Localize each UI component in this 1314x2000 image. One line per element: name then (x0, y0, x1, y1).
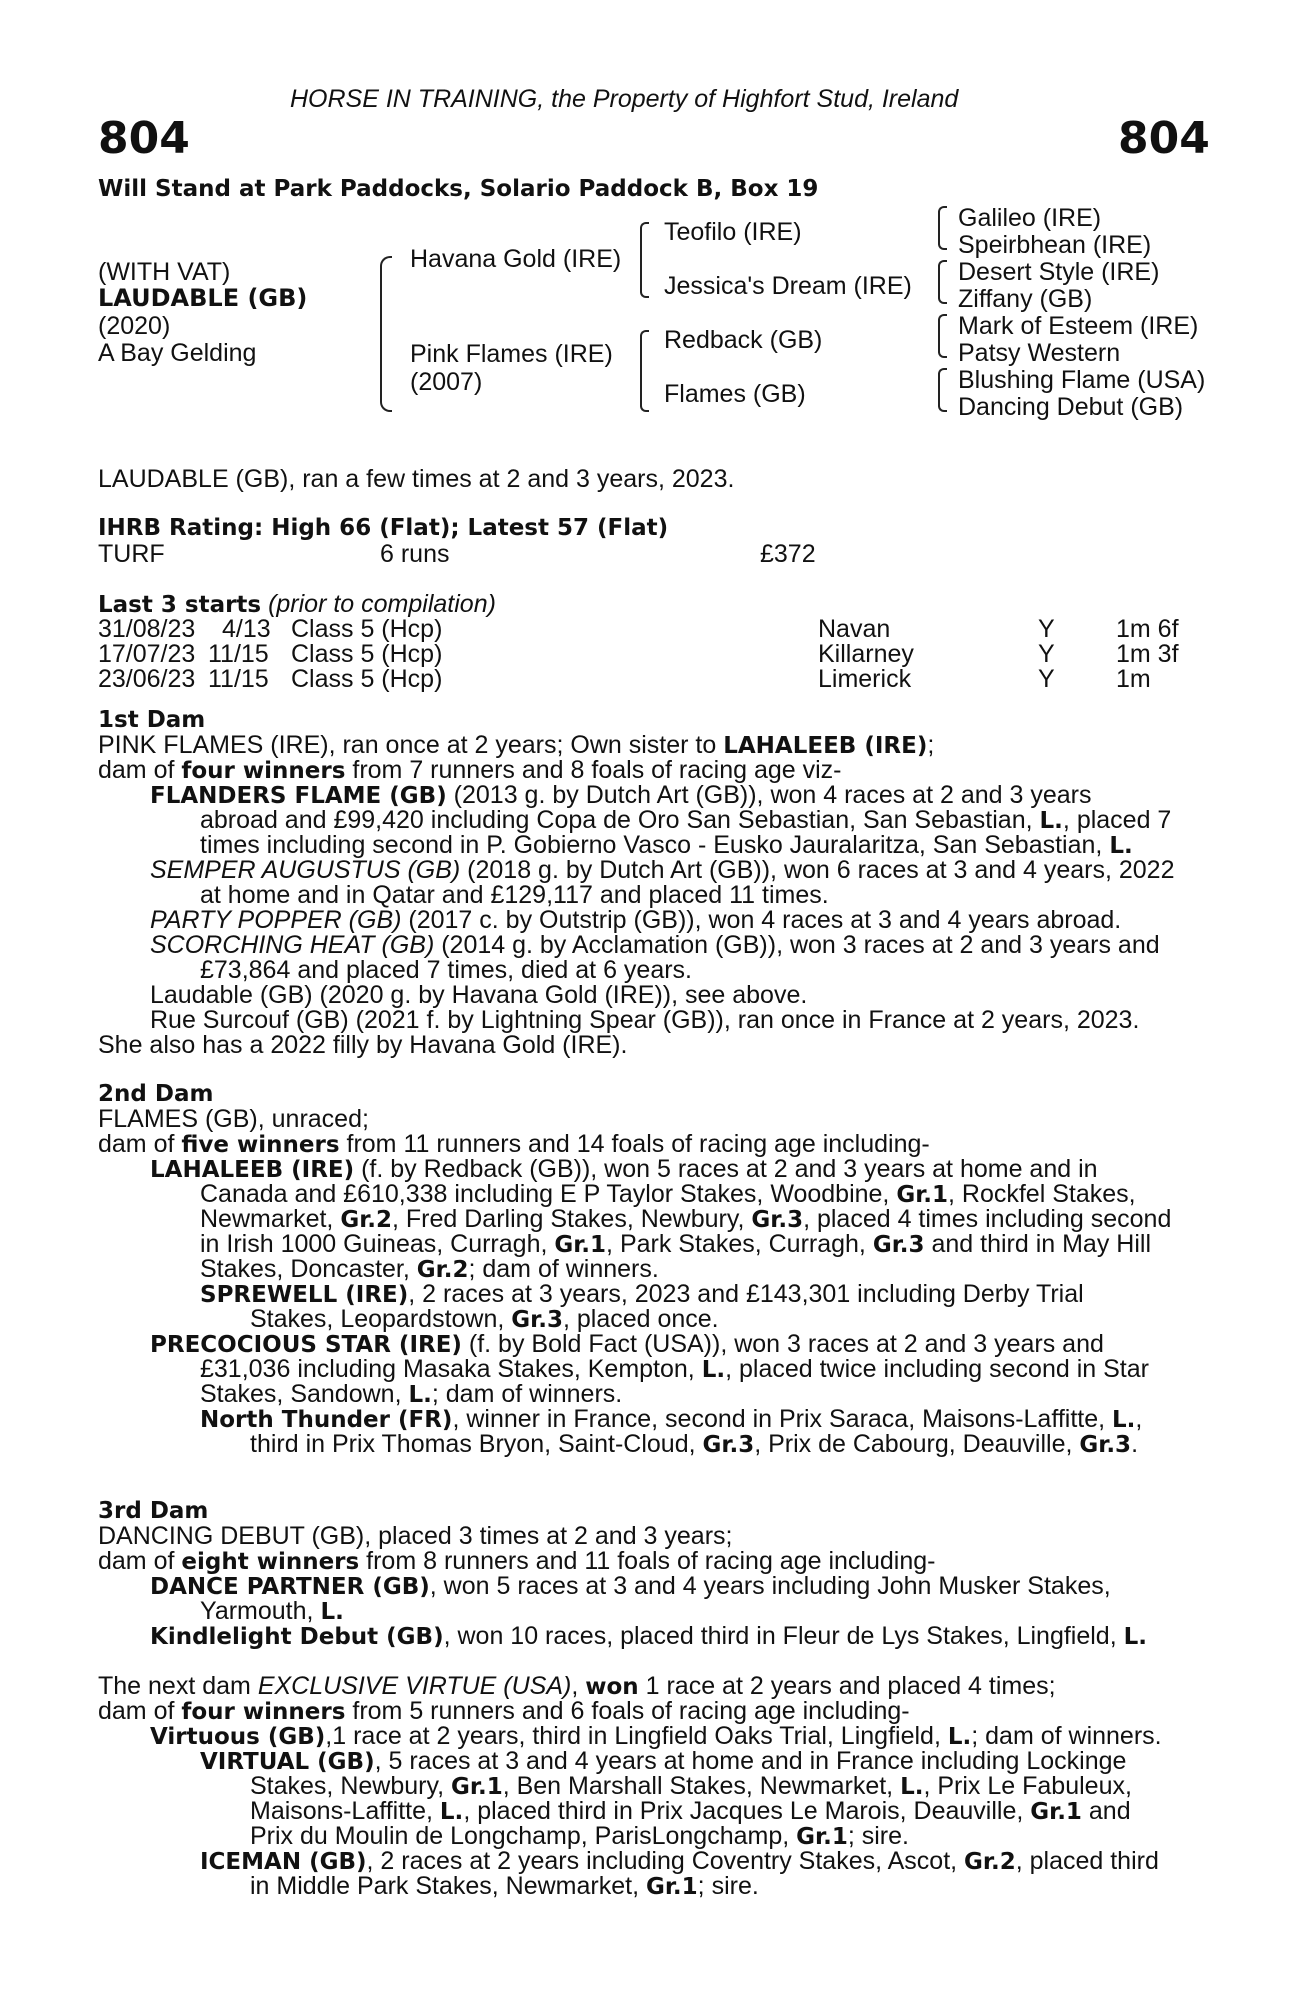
pedigree-dss: Mark of Esteem (IRE) (958, 312, 1199, 340)
first-dam-heading: 1st Dam (98, 707, 206, 733)
progeny-iceman-l2: in Middle Park Stakes, Newmarket, Gr.1; sire. (250, 1872, 759, 1900)
start-position: 4/13 (222, 615, 271, 643)
start-class: Class 5 (Hcp) (291, 615, 443, 643)
page-title: HORSE IN TRAINING, the Property of Highfort Stud, Ireland (290, 85, 959, 113)
start-date: 17/07/23 (98, 640, 196, 668)
start-distance: 1m 6f (1116, 615, 1179, 643)
start-course: Navan (818, 615, 891, 643)
progeny-scorching-heat-l2: £73,864 and placed 7 times, died at 6 years. (200, 956, 692, 984)
start-flag: Y (1038, 665, 1055, 693)
third-dam-line2: dam of eight winners from 8 runners and 11 foals of racing age including- (98, 1547, 936, 1575)
start-flag: Y (1038, 615, 1055, 643)
stand-location: Will Stand at Park Paddocks, Solario Paddock B, Box 19 (98, 176, 819, 202)
lot-number-left: 804 (98, 113, 190, 164)
table-row (0, 666, 1314, 692)
race-summary: LAUDABLE (GB), ran a few times at 2 and 3 years, 2023. (98, 465, 735, 493)
third-dam-heading: 3rd Dam (98, 1498, 209, 1524)
horse-description: A Bay Gelding (98, 339, 257, 367)
progeny-scorching-heat: SCORCHING HEAT (GB) (2014 g. by Acclamation (GB)), won 3 races at 2 and 3 years and (150, 931, 1160, 959)
pedigree-dam-sire: Redback (GB) (664, 326, 823, 354)
pedigree-dam-year: (2007) (410, 368, 483, 396)
pedigree-sire-sire: Teofilo (IRE) (664, 218, 802, 246)
progeny-virtual: VIRTUAL (GB), 5 races at 3 and 4 years at home and in France including Lockinge (200, 1747, 1127, 1775)
horse-year: (2020) (98, 312, 171, 340)
pedigree-brace-ds (938, 314, 947, 358)
progeny-virtual-l3: Maisons-Laffitte, L., placed third in Prix Jacques Le Marois, Deauville, Gr.1 and (250, 1797, 1131, 1825)
progeny-precocious-star-l2: £31,036 including Masaka Stakes, Kempton, L., placed twice including second in Star (200, 1355, 1149, 1383)
pedigree-brace-ss (938, 206, 947, 250)
table-row (0, 641, 1314, 667)
pedigree-brace-sire (640, 222, 649, 298)
start-flag: Y (1038, 640, 1055, 668)
progeny-party-popper: PARTY POPPER (GB) (2017 c. by Outstrip (GB)), won 4 races at 3 and 4 years abroad. (150, 906, 1122, 934)
progeny-iceman: ICEMAN (GB), 2 races at 2 years including Coventry Stakes, Ascot, Gr.2, placed third (200, 1847, 1159, 1875)
progeny-flanders-flame-l3: times including second in P. Gobierno Vasco - Eusko Jauralaritza, San Sebastian, L. (200, 831, 1133, 859)
start-course: Killarney (818, 640, 914, 668)
progeny-semper-augustus-l2: at home and in Qatar and £129,117 and placed 11 times. (200, 881, 829, 909)
pedigree-dsd: Patsy Western (958, 339, 1121, 367)
pedigree-brace-gen1 (380, 256, 392, 412)
progeny-virtuous: Virtuous (GB),1 race at 2 years, third in Lingfield Oaks Trial, Lingfield, L.; dam of winners. (150, 1722, 1162, 1750)
progeny-north-thunder: North Thunder (FR), winner in France, second in Prix Saraca, Maisons-Laffitte, L., (200, 1405, 1143, 1433)
rating-earnings: £372 (760, 540, 816, 568)
progeny-flanders-flame: FLANDERS FLAME (GB) (2013 g. by Dutch Art (GB)), won 4 races at 2 and 3 years (150, 781, 1092, 809)
third-dam-line1: DANCING DEBUT (GB), placed 3 times at 2 and 3 years; (98, 1522, 733, 1550)
progeny-lahaleeb-l5: Stakes, Doncaster, Gr.2; dam of winners. (200, 1255, 659, 1283)
pedigree-brace-dam (640, 330, 649, 412)
pedigree-sdd: Ziffany (GB) (958, 285, 1093, 313)
first-dam-filly-note: She also has a 2022 filly by Havana Gold (IRE). (98, 1031, 628, 1059)
pedigree-dds: Blushing Flame (USA) (958, 366, 1206, 394)
start-position: 11/15 (208, 665, 269, 693)
progeny-semper-augustus: SEMPER AUGUSTUS (GB) (2018 g. by Dutch Art (GB)), won 6 races at 3 and 4 years, 2022 (150, 856, 1175, 884)
progeny-lahaleeb-l2: Canada and £610,338 including E P Taylor Stakes, Woodbine, Gr.1, Rockfel Stakes, (200, 1180, 1136, 1208)
progeny-lahaleeb-l4: in Irish 1000 Guineas, Curragh, Gr.1, Park Stakes, Curragh, Gr.3 and third in May Hill (200, 1230, 1151, 1258)
progeny-north-thunder-l2: third in Prix Thomas Bryon, Saint-Cloud, Gr.3, Prix de Cabourg, Deauville, Gr.3. (250, 1430, 1139, 1458)
first-dam-line1: PINK FLAMES (IRE), ran once at 2 years; Own sister to LAHALEEB (IRE); (98, 731, 935, 759)
vat-note: (WITH VAT) (98, 258, 231, 286)
progeny-dance-partner: DANCE PARTNER (GB), won 5 races at 3 and 4 years including John Musker Stakes, (150, 1572, 1111, 1600)
start-date: 23/06/23 (98, 665, 196, 693)
pedigree-sire-dam: Jessica's Dream (IRE) (664, 272, 912, 300)
next-dam-line2: dam of four winners from 5 runners and 6 foals of racing age including- (98, 1697, 910, 1725)
start-class: Class 5 (Hcp) (291, 640, 443, 668)
start-position: 11/15 (208, 640, 269, 668)
pedigree-ssd: Speirbhean (IRE) (958, 231, 1152, 259)
first-dam-line2: dam of four winners from 7 runners and 8 foals of racing age viz- (98, 756, 842, 784)
rating-surface: TURF (98, 540, 165, 568)
second-dam-line1: FLAMES (GB), unraced; (98, 1105, 369, 1133)
pedigree-sire: Havana Gold (IRE) (410, 245, 622, 273)
progeny-lahaleeb: LAHALEEB (IRE) (f. by Redback (GB)), won 5 races at 2 and 3 years at home and in (150, 1155, 1098, 1183)
table-row (0, 616, 1314, 642)
second-dam-heading: 2nd Dam (98, 1081, 214, 1107)
progeny-laudable: Laudable (GB) (2020 g. by Havana Gold (IRE)), see above. (150, 981, 808, 1009)
start-distance: 1m (1116, 665, 1151, 693)
pedigree-brace-sd (938, 260, 947, 304)
second-dam-line2: dam of five winners from 11 runners and 14 foals of racing age including- (98, 1130, 930, 1158)
last-starts-heading (98, 591, 496, 618)
rating-label: IHRB Rating: High 66 (Flat); Latest 57 (Flat) (98, 515, 669, 541)
pedigree-brace-dd (938, 368, 947, 412)
horse-name: LAUDABLE (GB) (98, 284, 308, 312)
progeny-sprewell: SPREWELL (IRE), 2 races at 3 years, 2023 and £143,301 including Derby Trial (200, 1280, 1084, 1308)
pedigree-dam: Pink Flames (IRE) (410, 340, 613, 368)
start-date: 31/08/23 (98, 615, 196, 643)
pedigree-sds: Desert Style (IRE) (958, 258, 1160, 286)
progeny-kindlelight-debut: Kindlelight Debut (GB), won 10 races, placed third in Fleur de Lys Stakes, Lingfield, L. (150, 1622, 1148, 1650)
pedigree-dam-dam: Flames (GB) (664, 380, 806, 408)
progeny-precocious-star-l3: Stakes, Sandown, L.; dam of winners. (200, 1380, 623, 1408)
lot-number-right: 804 (1118, 113, 1210, 164)
progeny-flanders-flame-l2: abroad and £99,420 including Copa de Oro San Sebastian, San Sebastian, L., placed 7 (200, 806, 1172, 834)
progeny-lahaleeb-l3: Newmarket, Gr.2, Fred Darling Stakes, Newbury, Gr.3, placed 4 times including second (200, 1205, 1172, 1233)
last-starts-note: (prior to compilation) (268, 590, 496, 618)
pedigree-sss: Galileo (IRE) (958, 204, 1102, 232)
progeny-precocious-star: PRECOCIOUS STAR (IRE) (f. by Bold Fact (USA)), won 3 races at 2 and 3 years and (150, 1330, 1104, 1358)
rating-runs: 6 runs (380, 540, 450, 568)
start-course: Limerick (818, 665, 912, 693)
next-dam-line1: The next dam EXCLUSIVE VIRTUE (USA), won 1 race at 2 years and placed 4 times; (98, 1672, 1056, 1700)
progeny-dance-partner-l2: Yarmouth, L. (200, 1597, 344, 1625)
progeny-rue-surcouf: Rue Surcouf (GB) (2021 f. by Lightning Spear (GB)), ran once in France at 2 years, 2023. (150, 1006, 1140, 1034)
last-starts-title: Last 3 starts (98, 592, 262, 618)
pedigree-ddd: Dancing Debut (GB) (958, 393, 1184, 421)
start-distance: 1m 3f (1116, 640, 1179, 668)
progeny-sprewell-l2: Stakes, Leopardstown, Gr.3, placed once. (250, 1305, 719, 1333)
progeny-virtual-l2: Stakes, Newbury, Gr.1, Ben Marshall Stakes, Newmarket, L., Prix Le Fabuleux, (250, 1772, 1132, 1800)
start-class: Class 5 (Hcp) (291, 665, 443, 693)
progeny-virtual-l4: Prix du Moulin de Longchamp, ParisLongchamp, Gr.1; sire. (250, 1822, 909, 1850)
